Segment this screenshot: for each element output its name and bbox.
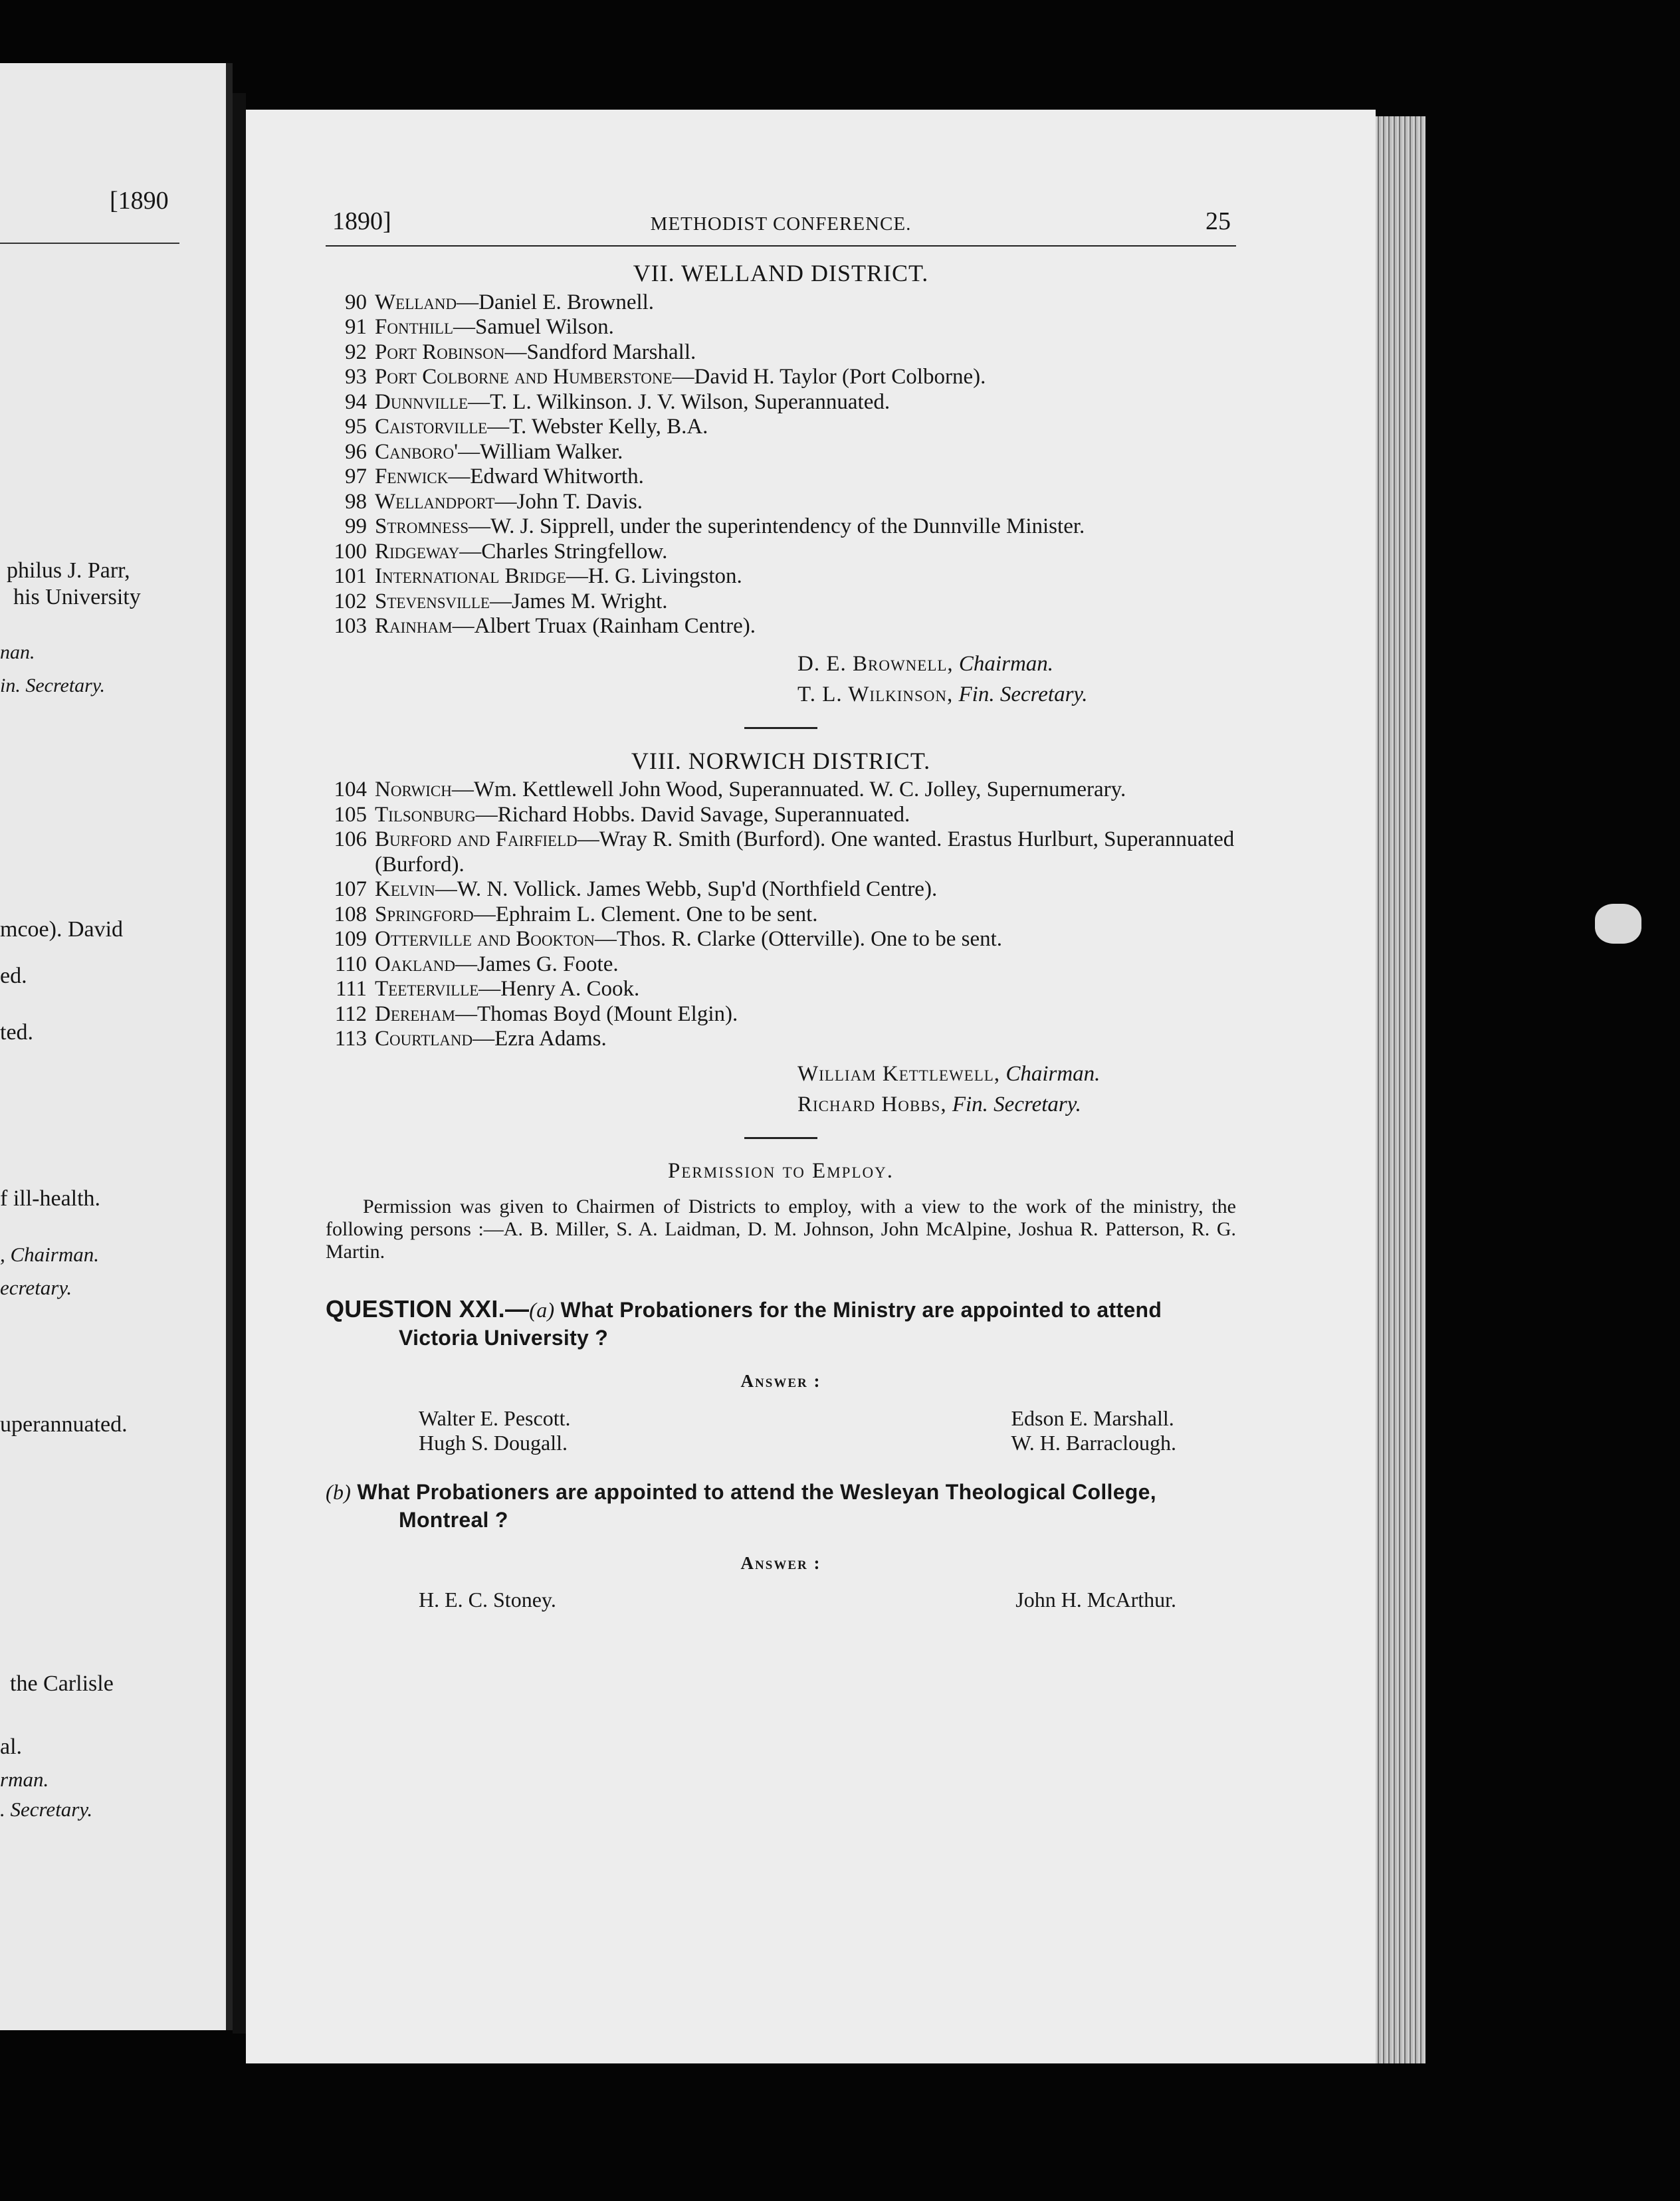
permission-paragraph: Permission was given to Chairmen of Districts to employ, with a view to the work of the ministry, the following persons :—A. B. Miller, S. A. Laidman, D. M. Johnson, John McAlpine, Joshua R. Patterson, R. G. Martin. [326, 1196, 1236, 1263]
entry-number: 107 [334, 877, 367, 901]
entry-text: —Thos. R. Clarke (Otterville). One to be sent. [594, 927, 1003, 951]
entry-place: Oakland [375, 952, 455, 976]
names-left-column [419, 1406, 570, 1455]
entry-place: Springford [375, 902, 474, 926]
signature-role: Chairman. [958, 651, 1054, 676]
signature-role: Fin. Secretary. [958, 682, 1088, 706]
norwich-entries [326, 778, 1236, 1052]
left-fragment: his University [13, 585, 141, 609]
signature-name: T. L. Wilkinson, [797, 682, 954, 706]
entry-text: —T. L. Wilkinson. J. V. Wilson, Superannuated. [468, 389, 891, 414]
left-fragment: rman. [0, 1768, 49, 1791]
entry-number: 95 [345, 415, 367, 439]
names-right-column [1015, 1588, 1176, 1612]
list-item [326, 390, 1236, 415]
entry-number: 93 [345, 365, 367, 389]
entry-number: 94 [345, 389, 367, 414]
entry-number: 97 [345, 465, 367, 488]
list-item [326, 540, 1236, 565]
left-fragment: the Carlisle [10, 1671, 114, 1696]
entry-place: Welland [375, 290, 457, 314]
welland-entries [326, 290, 1236, 639]
signature-name: D. E. Brownell, [797, 651, 954, 676]
entry-text: —Daniel E. Brownell. [457, 290, 655, 314]
probationer-name: W. H. Barraclough. [1011, 1430, 1176, 1455]
left-fragment: . Secretary. [0, 1798, 93, 1821]
question-part-b-text: What Probationers are appointed to attend the Wesleyan Theological College, Montreal ? [351, 1479, 1156, 1532]
header-title: METHODIST CONFERENCE. [650, 213, 912, 235]
book-gutter [233, 93, 246, 2034]
entry-number: 90 [345, 290, 367, 314]
entry-text: —Edward Whitworth. [448, 465, 644, 488]
section-divider [744, 727, 817, 729]
answer-names-a [326, 1406, 1236, 1455]
entry-number: 92 [345, 340, 367, 364]
entry-text: —Wm. Kettlewell John Wood, Superannuated. W. C. Jolley, Supernumerary. [451, 778, 1126, 801]
list-item [326, 440, 1236, 465]
page-edges [1376, 116, 1425, 2063]
left-fragment: ecretary. [0, 1276, 72, 1299]
left-fragment: , Chairman. [0, 1243, 99, 1266]
entry-number: 106 [334, 827, 367, 851]
list-item [326, 902, 1236, 928]
entry-number: 111 [335, 977, 367, 1001]
entry-text: —John T. Davis. [494, 489, 643, 514]
list-item [326, 514, 1236, 540]
entry-text: —James M. Wright. [489, 589, 668, 613]
left-page-header: [1890 [110, 187, 169, 215]
left-header-rule [0, 243, 179, 244]
list-item [326, 365, 1236, 390]
entry-text: —James G. Foote. [455, 952, 619, 976]
entry-text: —David H. Taylor (Port Colborne). [672, 365, 986, 389]
entry-text: —W. N. Vollick. James Webb, Sup'd (Northfield Centre). [435, 877, 938, 901]
page-number: 25 [1206, 207, 1231, 235]
list-item [326, 415, 1236, 440]
entry-number: 91 [345, 315, 367, 339]
running-header [326, 203, 1236, 247]
entry-text: —H. G. Livingston. [566, 564, 742, 588]
signature-name: William Kettlewell, [797, 1061, 1001, 1086]
entry-number: 104 [334, 778, 367, 801]
signature-name: Richard Hobbs, [797, 1092, 947, 1116]
question-number: QUESTION XXI.— [326, 1295, 530, 1322]
entry-number: 103 [334, 614, 367, 638]
entry-place: Canboro' [375, 439, 459, 464]
entry-place: Dereham [375, 1001, 455, 1026]
entry-place: Fenwick [375, 465, 449, 488]
entry-number: 99 [345, 514, 367, 538]
section-divider [744, 1137, 817, 1139]
list-item [326, 952, 1236, 978]
entry-number: 110 [334, 952, 367, 976]
entry-place: Stevensville [375, 589, 490, 613]
probationer-name: Edson E. Marshall. [1011, 1406, 1174, 1430]
signature-chairman [797, 649, 1236, 679]
entry-text: —Samuel Wilson. [453, 315, 614, 339]
left-fragment: in. Secretary. [0, 675, 106, 696]
answer-label: Answer : [740, 1552, 821, 1573]
list-item [326, 589, 1236, 615]
list-item [326, 465, 1236, 490]
list-item [326, 340, 1236, 366]
entry-place: Norwich [375, 778, 452, 801]
entry-place: Ridgeway [375, 539, 460, 564]
norwich-signatures [326, 1059, 1236, 1120]
entry-place: Teeterville [375, 977, 479, 1001]
entry-place: Fonthill [375, 315, 453, 339]
entry-place: Courtland [375, 1027, 473, 1051]
entry-place: Port Colborne and Humberstone [375, 365, 673, 389]
entry-text: —W. J. Sipprell, under the superintendency of the Dunnville Minister. [469, 514, 1085, 538]
signature-secretary [797, 679, 1236, 710]
signature-role: Chairman. [1005, 1061, 1101, 1086]
left-fragment: uperannuated. [0, 1412, 128, 1437]
entry-place: Wellandport [375, 489, 495, 514]
question-part-a-text: What Probationers for the Ministry are appointed to attend Victoria University ? [399, 1298, 1162, 1350]
list-item [326, 564, 1236, 589]
entry-text: —Richard Hobbs. David Savage, Superannuated. [475, 802, 910, 827]
list-item [326, 490, 1236, 515]
entry-number: 98 [345, 489, 367, 514]
left-fragment: ed. [0, 964, 27, 988]
entry-number: 101 [334, 564, 367, 588]
entry-place: Tilsonburg [375, 802, 476, 827]
signature-role: Fin. Secretary. [952, 1092, 1081, 1116]
entry-place: Rainham [375, 614, 453, 638]
left-fragment: ted. [0, 1020, 34, 1045]
entry-number: 96 [345, 439, 367, 464]
film-speck [1595, 904, 1641, 944]
list-item [326, 778, 1236, 803]
list-item [326, 1027, 1236, 1052]
right-page [246, 110, 1376, 2063]
entry-text: —Ephraim L. Clement. One to be sent. [473, 902, 818, 926]
question-part-b-label: (b) [326, 1479, 352, 1504]
answer-label: Answer : [740, 1371, 821, 1391]
entry-text: —William Walker. [458, 439, 623, 464]
entry-text: —Albert Truax (Rainham Centre). [452, 614, 756, 638]
welland-district-title: VII. WELLAND DISTRICT. [633, 260, 929, 286]
entry-number: 108 [334, 902, 367, 926]
entry-place: Caistorville [375, 415, 488, 439]
entry-text: —Wray R. Smith (Burford). One wanted. Erastus Hurlburt, Superannuated (Burford). [375, 827, 1235, 877]
names-left-column [419, 1588, 556, 1612]
entry-number: 109 [334, 927, 367, 951]
list-item [326, 315, 1236, 340]
probationer-name: H. E. C. Stoney. [419, 1588, 556, 1612]
list-item [326, 827, 1236, 877]
signature-secretary [797, 1089, 1236, 1120]
page-content [326, 203, 1236, 1612]
entry-place: International Bridge [375, 564, 566, 588]
question-xxi-b [326, 1478, 1236, 1534]
list-item [326, 877, 1236, 902]
welland-signatures [326, 649, 1236, 710]
entry-text: —Sandford Marshall. [504, 340, 696, 364]
entry-place: Dunnville [375, 389, 469, 414]
entry-number: 112 [334, 1001, 367, 1026]
entry-place: Kelvin [375, 877, 435, 901]
list-item [326, 290, 1236, 316]
question-xxi-a [326, 1295, 1236, 1352]
header-year: 1890] [332, 207, 391, 235]
left-fragment: philus J. Parr, [7, 558, 130, 583]
left-fragment: nan. [0, 641, 35, 663]
left-facing-page [0, 63, 233, 2030]
list-item [326, 1002, 1236, 1027]
entry-text: —T. Webster Kelly, B.A. [487, 415, 708, 439]
entry-text: —Ezra Adams. [472, 1027, 607, 1051]
entry-text: —Thomas Boyd (Mount Elgin). [455, 1001, 738, 1026]
list-item [326, 927, 1236, 952]
left-fragment: al. [0, 1734, 23, 1759]
entry-number: 102 [334, 589, 367, 613]
entry-text: —Charles Stringfellow. [459, 539, 668, 564]
list-item [326, 614, 1236, 639]
list-item [326, 803, 1236, 828]
entry-text: —Henry A. Cook. [478, 977, 640, 1001]
left-fragment: mcoe). David [0, 917, 124, 942]
entry-number: 113 [334, 1027, 367, 1051]
entry-number: 100 [334, 539, 367, 564]
entry-number: 105 [334, 802, 367, 827]
probationer-name: Hugh S. Dougall. [419, 1430, 568, 1455]
probationer-name: John H. McArthur. [1015, 1588, 1176, 1612]
probationer-name: Walter E. Pescott. [419, 1406, 571, 1430]
signature-chairman [797, 1059, 1236, 1089]
norwich-district-title: VIII. NORWICH DISTRICT. [631, 747, 931, 774]
names-right-column [1011, 1406, 1176, 1455]
question-part-a-label: (a) [529, 1298, 555, 1322]
entry-place: Otterville and Bookton [375, 927, 595, 951]
left-fragment: f ill-health. [0, 1186, 101, 1211]
answer-names-b [326, 1588, 1236, 1612]
list-item [326, 977, 1236, 1002]
entry-place: Stromness [375, 514, 469, 538]
entry-place: Burford and Fairfield [375, 827, 578, 851]
permission-heading: Permission to Employ. [668, 1158, 894, 1183]
entry-place: Port Robinson [375, 340, 505, 364]
